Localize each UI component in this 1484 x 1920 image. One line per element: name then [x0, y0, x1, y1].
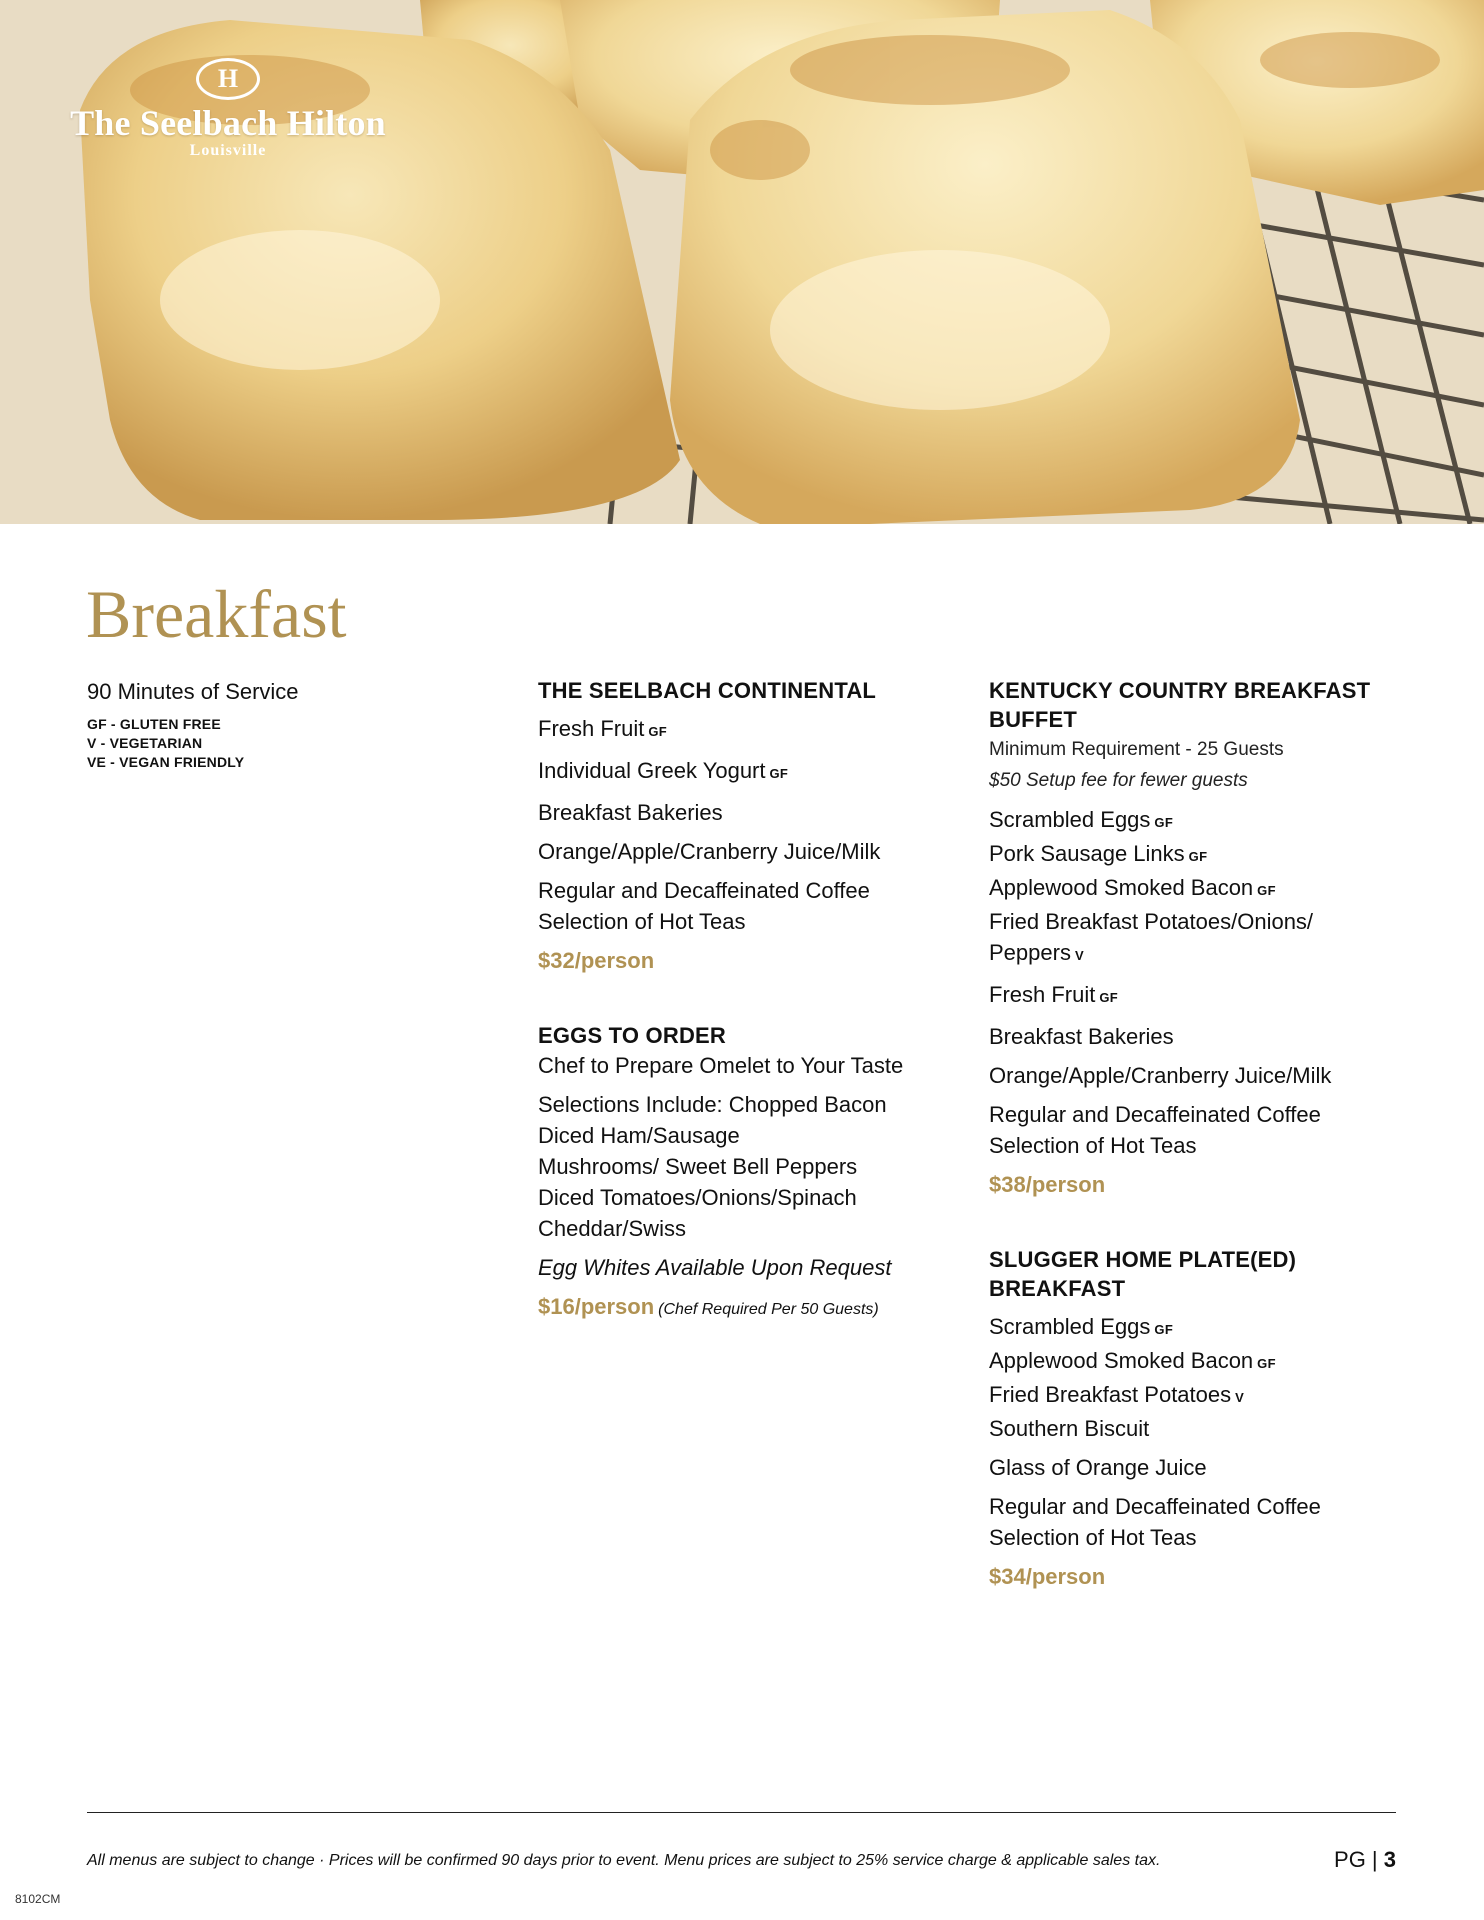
- page-title: Breakfast: [86, 576, 347, 652]
- section-title: SLUGGER HOME PLATE(ED): [989, 1247, 1297, 1272]
- menu-item: Individual Greek Yogurt GF: [538, 758, 789, 783]
- section-subtitle: Chef to Prepare Omelet to Your Taste: [538, 1053, 904, 1078]
- price: $34/person: [989, 1564, 1106, 1589]
- service-duration: 90 Minutes of Service: [87, 679, 299, 704]
- price: $32/person: [538, 948, 655, 973]
- intro-column: [87, 676, 487, 772]
- menu-item: Applewood Smoked Bacon GF: [989, 1348, 1276, 1373]
- menu-item: Selections Include: Chopped Bacon: [538, 1092, 887, 1117]
- menu-item: Peppers V: [989, 940, 1084, 965]
- dietary-tag: GF: [1188, 849, 1208, 864]
- menu-item: Selection of Hot Teas: [538, 909, 746, 934]
- middle-column: [538, 676, 948, 1325]
- menu-item: Breakfast Bakeries: [989, 1024, 1174, 1049]
- section-title: KENTUCKY COUNTRY BREAKFAST: [989, 678, 1371, 703]
- chef-required-note: (Chef Required Per 50 Guests): [658, 1301, 879, 1318]
- footer-disclaimer: All menus are subject to change · Prices will be confirmed 90 days prior to event. Menu prices are subject to 25% service charge & applicable sales tax.: [87, 1852, 1161, 1869]
- eggs-to-order-section: [538, 1021, 948, 1325]
- menu-item: Cheddar/Swiss: [538, 1216, 686, 1241]
- logo-city: Louisville: [189, 142, 267, 159]
- document-code: 8102CM: [15, 1892, 61, 1906]
- section-title: BUFFET: [989, 707, 1077, 732]
- menu-item: Mushrooms/ Sweet Bell Peppers: [538, 1154, 858, 1179]
- menu-item: Glass of Orange Juice: [989, 1455, 1207, 1480]
- continental-section: [538, 676, 948, 976]
- slugger-breakfast-section: [989, 1245, 1409, 1592]
- hilton-h-icon: H: [196, 58, 260, 100]
- hotel-logo: [50, 58, 406, 160]
- dietary-legend-ve: VE - VEGAN FRIENDLY: [87, 754, 245, 770]
- dietary-tag: GF: [1154, 1322, 1174, 1337]
- menu-item: Orange/Apple/Cranberry Juice/Milk: [538, 839, 881, 864]
- right-column: [989, 676, 1409, 1592]
- menu-item: Regular and Decaffeinated Coffee: [989, 1102, 1321, 1127]
- menu-item: Selection of Hot Teas: [989, 1525, 1197, 1550]
- kentucky-buffet-section: [989, 676, 1409, 1200]
- setup-fee: $50 Setup fee for fewer guests: [989, 770, 1248, 791]
- menu-item: Fried Breakfast Potatoes V: [989, 1382, 1245, 1407]
- dietary-tag: GF: [1257, 1356, 1276, 1371]
- dietary-tag: GF: [1257, 883, 1276, 898]
- menu-item: Regular and Decaffeinated Coffee: [989, 1494, 1321, 1519]
- page-number: PG | 3: [1334, 1847, 1396, 1872]
- section-title: THE SEELBACH CONTINENTAL: [538, 678, 877, 703]
- menu-item: Selection of Hot Teas: [989, 1133, 1197, 1158]
- menu-item: Pork Sausage Links GF: [989, 841, 1208, 866]
- price: $38/person: [989, 1172, 1106, 1197]
- menu-item: Fresh Fruit GF: [989, 982, 1119, 1007]
- menu-item: Orange/Apple/Cranberry Juice/Milk: [989, 1063, 1332, 1088]
- menu-item: Diced Ham/Sausage: [538, 1123, 740, 1148]
- menu-item: Diced Tomatoes/Onions/Spinach: [538, 1185, 857, 1210]
- price: $16/person (Chef Required Per 50 Guests): [538, 1294, 879, 1319]
- menu-item: Fresh Fruit GF: [538, 716, 668, 741]
- dietary-tag: GF: [769, 766, 789, 781]
- menu-item: Fried Breakfast Potatoes/Onions/: [989, 909, 1314, 934]
- dietary-tag: GF: [1099, 990, 1119, 1005]
- hero-photo: [0, 0, 1484, 524]
- menu-item: Scrambled Eggs GF: [989, 807, 1174, 832]
- dietary-tag: V: [1235, 1390, 1245, 1405]
- minimum-requirement: Minimum Requirement - 25 Guests: [989, 739, 1284, 760]
- dietary-tag: GF: [648, 724, 668, 739]
- menu-item: Regular and Decaffeinated Coffee: [538, 878, 870, 903]
- dietary-tag: V: [1074, 948, 1084, 963]
- menu-item: Southern Biscuit: [989, 1416, 1150, 1441]
- dietary-tag: GF: [1154, 815, 1174, 830]
- menu-item: Applewood Smoked Bacon GF: [989, 875, 1276, 900]
- dietary-legend-v: V - VEGETARIAN: [87, 735, 203, 751]
- dietary-legend-gf: GF - GLUTEN FREE: [87, 716, 221, 732]
- logo-hotel-name: The Seelbach Hilton: [70, 103, 386, 143]
- menu-item: Breakfast Bakeries: [538, 800, 723, 825]
- menu-item: Scrambled Eggs GF: [989, 1314, 1174, 1339]
- section-title: EGGS TO ORDER: [538, 1023, 726, 1048]
- section-title: BREAKFAST: [989, 1276, 1126, 1301]
- egg-whites-note: Egg Whites Available Upon Request: [538, 1255, 892, 1280]
- footer-divider: [87, 1812, 1396, 1813]
